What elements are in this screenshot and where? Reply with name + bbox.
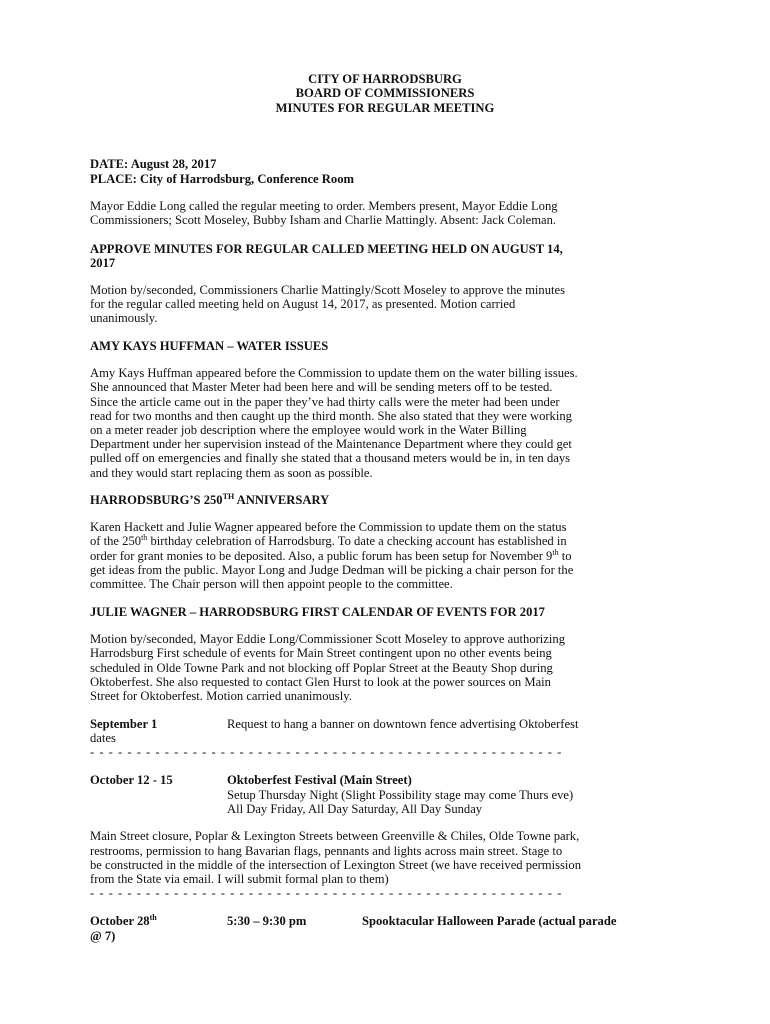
paragraph-line: be constructed in the middle of the intersection of Lexington Street (we have received permission [90, 858, 581, 872]
event-title: Oktoberfest Festival (Main Street) [227, 773, 412, 787]
event-detail: All Day Friday, All Day Saturday, All Day Sunday [227, 802, 483, 816]
paragraph-line: Since the article came out in the paper they’ve had thirty calls were the meter had been under [90, 395, 560, 409]
paragraph-line: She announced that Master Meter had been here and will be sending meters off to be tested. [90, 380, 553, 394]
paragraph-line: read for two months and then caught up the third month. She also stated that they were working [90, 409, 572, 423]
event-date: October 28th [90, 912, 157, 928]
paragraph-line: of the 250th birthday celebration of Harrodsburg. To date a checking account has established in [90, 532, 567, 548]
event-row-oktoberfest [90, 773, 690, 789]
event-date: September 1 [90, 717, 158, 731]
header-board: BOARD OF COMMISSIONERS [295, 86, 475, 100]
dashed-divider: - - - - - - - - - - - - - - - - - - - - - - - - - - - - - - - - - - - - - - - - - - - - - - - - - - - [90, 886, 563, 900]
paragraph-line: Motion by/seconded, Commissioners Charlie Mattingly/Scott Moseley to approve the minutes [90, 283, 566, 297]
section-heading-anniversary: HARRODSBURG’S 250TH ANNIVERSARY [90, 491, 330, 507]
event-date-wrap: @ 7) [90, 929, 116, 943]
meeting-place: PLACE: City of Harrodsburg, Conference Room [90, 172, 354, 186]
paragraph-line: and they would start replacing them as soon as possible. [90, 466, 373, 480]
event-description-wrap: dates [90, 731, 116, 745]
paragraph-line: Harrodsburg First schedule of events for Main Street contingent upon no other events being [90, 646, 552, 660]
section-heading-approve-minutes: APPROVE MINUTES FOR REGULAR CALLED MEETING HELD ON AUGUST 14, [90, 242, 563, 256]
intro-line: Mayor Eddie Long called the regular meeting to order. Members present, Mayor Eddie Long [90, 199, 558, 213]
paragraph-line: committee. The Chair person will then appoint people to the committee. [90, 577, 453, 591]
event-date: October 12 - 15 [90, 773, 173, 787]
header-city: CITY OF HARRODSBURG [308, 72, 462, 86]
paragraph-line: Main Street closure, Poplar & Lexington Streets between Greenville & Chiles, Olde Towne park, [90, 829, 580, 843]
paragraph-line: Karen Hackett and Julie Wagner appeared before the Commission to update them on the status [90, 520, 567, 534]
paragraph-line: order for grant monies to be deposited. Also, a public forum has been setup for November 9th to [90, 547, 572, 563]
paragraph-line: pulled off on emergencies and finally she stated that a thousand meters would be in, in ten days [90, 451, 571, 465]
paragraph-line: Department under her supervision instead of the Maintenance Department where they could get [90, 437, 572, 451]
paragraph-line: on a meter reader job description where the employee would work in the Water Billing [90, 423, 527, 437]
paragraph-line: restrooms, permission to hang Bavarian flags, pennants and lights across main street. Stage to [90, 844, 563, 858]
paragraph-line: scheduled in Olde Towne Park and not blocking off Poplar Street at the Beauty Shop during [90, 661, 553, 675]
event-title: Spooktacular Halloween Parade (actual parade [362, 914, 617, 928]
section-heading-approve-minutes-cont: 2017 [90, 256, 116, 270]
event-time: 5:30 – 9:30 pm [227, 914, 307, 928]
paragraph-line: Oktoberfest. She also requested to contact Glen Hurst to look at the power sources on Main [90, 675, 551, 689]
event-description: Request to hang a banner on downtown fence advertising Oktoberfest [227, 717, 579, 731]
header-minutes-title: MINUTES FOR REGULAR MEETING [275, 101, 495, 115]
paragraph-line: unanimously. [90, 311, 158, 325]
dashed-divider: - - - - - - - - - - - - - - - - - - - - - - - - - - - - - - - - - - - - - - - - - - - - - - - - - - - [90, 745, 563, 759]
event-detail: Setup Thursday Night (Slight Possibility stage may come Thurs eve) [227, 788, 574, 802]
paragraph-line: for the regular called meeting held on August 14, 2017, as presented. Motion carried [90, 297, 516, 311]
paragraph-line: Street for Oktoberfest. Motion carried unanimously. [90, 689, 352, 703]
paragraph-line: from the State via email. I will submit formal plan to them) [90, 872, 389, 886]
paragraph-line: Amy Kays Huffman appeared before the Commission to update them on the water billing issues. [90, 366, 578, 380]
intro-line: Commissioners; Scott Moseley, Bubby Isham and Charlie Mattingly. Absent: Jack Coleman. [90, 213, 557, 227]
paragraph-line: Motion by/seconded, Mayor Eddie Long/Commissioner Scott Moseley to approve authorizing [90, 632, 565, 646]
paragraph-line: get ideas from the public. Mayor Long and Judge Dedman will be picking a chair person for the [90, 563, 574, 577]
event-row-halloween [90, 914, 690, 930]
section-heading-calendar-of-events: JULIE WAGNER – HARRODSBURG FIRST CALENDAR OF EVENTS FOR 2017 [90, 605, 545, 619]
meeting-date: DATE: August 28, 2017 [90, 157, 217, 171]
section-heading-water-issues: AMY KAYS HUFFMAN – WATER ISSUES [90, 339, 329, 353]
